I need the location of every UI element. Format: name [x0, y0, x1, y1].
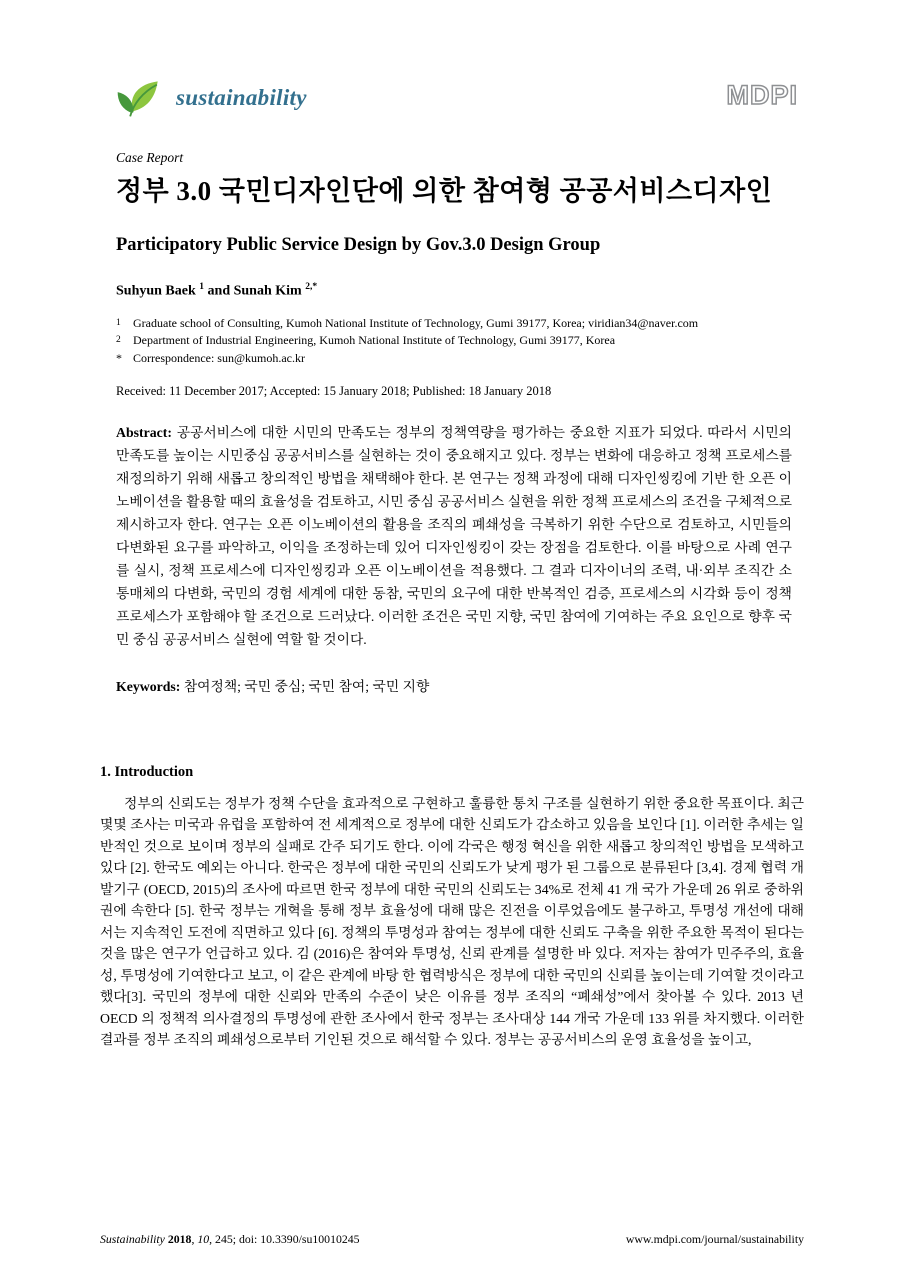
authors-join: and	[204, 283, 234, 299]
intro-paragraph: 정부의 신뢰도는 정부가 정책 수단을 효과적으로 구현하고 훌륭한 통치 구조를 실현하기 위한 중요한 목표이다. 최근 몇몇 조사는 미국과 유럽을 포함하여 전 세계적으로 정부에 대한 신뢰도가 감소하고 있음을 보인다 [1]. 이러한 추세는 일반적인 것으로 보이며 정부의 실패로 간주 되기도 한다. 이에 각국은 행정 혁신을 위한 새롭고 창의적인 방법을 모색하고 있다 [2]. 한국도 예외는 아니다. 한국은 정부에 대한 국민의 신뢰도가 낮게 평가 된 그룹으로 분류된다 [3,4]. 경제 협력 개발기구 (OECD, 2015)의 조사에 따르면 한국 정부에 대한 국민의 신뢰도는 34%로 전체 41 개 국가 가운데 26 위로 중하위권에 속한다 [5]. 한국 정부는 개혁을 통해 정부 효율성에 대해 많은 진전을 이루었음에도 불구하고, 투명성 개선에 대해서는 지속적인 도전에 직면하고 있다 [6]. 정책의 투명성과 참여는 정부에 대한 신뢰도 구축을 위한 주요한 목적이 된다는 것을 많은 연구가 언급하고 있다. 김 (2016)은 참여와 투명성, 신뢰 관계를 설명한 바 있다. 저자는 참여가 민주주의, 효율성, 투명성에 기여한다고 보고, 이 같은 관계에 바탕 한 협력방식은 정부에 대한 국민의 신뢰를 높이는데 기여할 것이라고 했다[3]. 국민의 정부에 대한 신뢰와 만족의 수준이 낮은 이유를 정부 조직의 “폐쇄성”에서 찾아볼 수 있다. 2013 년 OECD 의 정책적 의사결정의 투명성에 관한 조사에서 한국 정부는 조사대상 144 개국 가운데 133 위를 차지했다. 이러한 결과를 정부 조직의 폐쇄성으로부터 기인된 것으로 해석할 수 있다. 정부는 공공서비스의 운영 효율성을 높이고,	[100, 795, 804, 1048]
footer-citation: Sustainability 2018, 10, 245; doi: 10.3390/su10010245	[100, 1232, 360, 1246]
article-type: Case Report	[116, 150, 184, 165]
keywords-label: Keywords:	[116, 678, 181, 694]
author-sup-1: 1	[199, 282, 205, 293]
sustainability-leaf-icon	[116, 78, 166, 118]
title-english: Participatory Public Service Design by Gov.3.0 Design Group	[116, 235, 601, 256]
author-sup-2: 2,*	[305, 282, 318, 293]
footer-volume: 10	[197, 1232, 210, 1246]
authors-line	[116, 282, 792, 300]
section-heading-introduction: 1. Introduction	[100, 763, 194, 780]
article-body	[100, 764, 804, 1051]
footer-doi: , 245; doi: 10.3390/su10010245	[209, 1232, 360, 1246]
mdpi-logo-text: MDPI	[726, 80, 798, 110]
author-name-1: Suhyun Baek	[116, 283, 196, 299]
correspondence-row	[116, 350, 792, 367]
footer-year: 2018	[167, 1232, 192, 1246]
sustainability-logo	[116, 78, 307, 118]
correspondence-text: Correspondence: sun@kumoh.ac.kr	[133, 350, 306, 365]
page-header	[116, 78, 798, 124]
abstract-label: Abstract:	[116, 424, 172, 440]
author-name-2: Sunah Kim	[233, 283, 302, 299]
affiliations	[116, 315, 792, 367]
affiliation-row	[116, 315, 792, 332]
affiliation-text: Graduate school of Consulting, Kumoh National Institute of Technology, Gumi 39177, Korea; viridian34@naver.com	[133, 315, 699, 330]
correspondence-marker: *	[116, 350, 122, 365]
journal-logo-text: sustainability	[176, 85, 307, 110]
keywords-text: 참여정책; 국민 중심; 국민 참여; 국민 지향	[183, 678, 430, 694]
page-footer	[100, 1232, 804, 1247]
front-matter	[116, 150, 792, 698]
dates-line: Received: 11 December 2017; Accepted: 15 January 2018; Published: 18 January 2018	[116, 383, 552, 398]
affiliation-marker: 1	[116, 317, 121, 328]
affiliation-marker: 2	[116, 335, 121, 346]
affiliation-row	[116, 332, 792, 349]
footer-journal-url[interactable]: www.mdpi.com/journal/sustainability	[625, 1232, 804, 1246]
footer-journal-name: Sustainability	[100, 1232, 165, 1246]
title-korean: 정부 3.0 국민디자인단에 의한 참여형 공공서비스디자인	[116, 176, 773, 206]
abstract	[116, 421, 792, 651]
keywords-line	[116, 675, 792, 698]
abstract-text: 공공서비스에 대한 시민의 만족도는 정부의 정책역량을 평가하는 중요한 지표가 되었다. 따라서 시민의 만족도를 높이는 시민중심 공공서비스를 실현하는 것이 중요해지고 있다. 정부는 변화에 대응하고 정책 프로세스를 재정의하기 위해 새롭고 창의적인 방법을 채택해야 한다. 본 연구는 정책 과정에 대해 디자인씽킹에 기반 한 오픈 이노베이션을 활용할 때의 효율성을 검토하고, 시민 중심 공공서비스 실현을 위한 정책 프로세스의 조건을 구체적으로 제시하고자 한다. 연구는 오픈 이노베이션의 활용을 조직의 폐쇄성을 극복하기 위한 수단으로 검토하고, 시민들의 다변화된 요구를 파악하고, 이익을 조정하는데 있어 디자인씽킹이 갖는 장점을 검토한다. 이를 바탕으로 사례 연구를 실시, 정책 프로세스에 디자인씽킹과 오픈 이노베이션을 적용했다. 그 결과 디자이너의 조력, 내·외부 조직간 소통매체의 다변화, 국민의 경험 세계에 대한 동참, 국민의 요구에 대한 반복적인 검증, 프로세스의 시각화 등이 정책 프로세스가 포함해야 할 조건으로 드러났다. 이러한 조건은 국민 지향, 국민 참여에 기여하는 주요 요인으로 향후 국민 중심 공공서비스 실현에 역할 할 것이다.	[116, 424, 793, 647]
mdpi-logo	[727, 78, 799, 109]
affiliation-text: Department of Industrial Engineering, Kumoh National Institute of Technology, Gumi 39177, Korea	[133, 333, 616, 348]
